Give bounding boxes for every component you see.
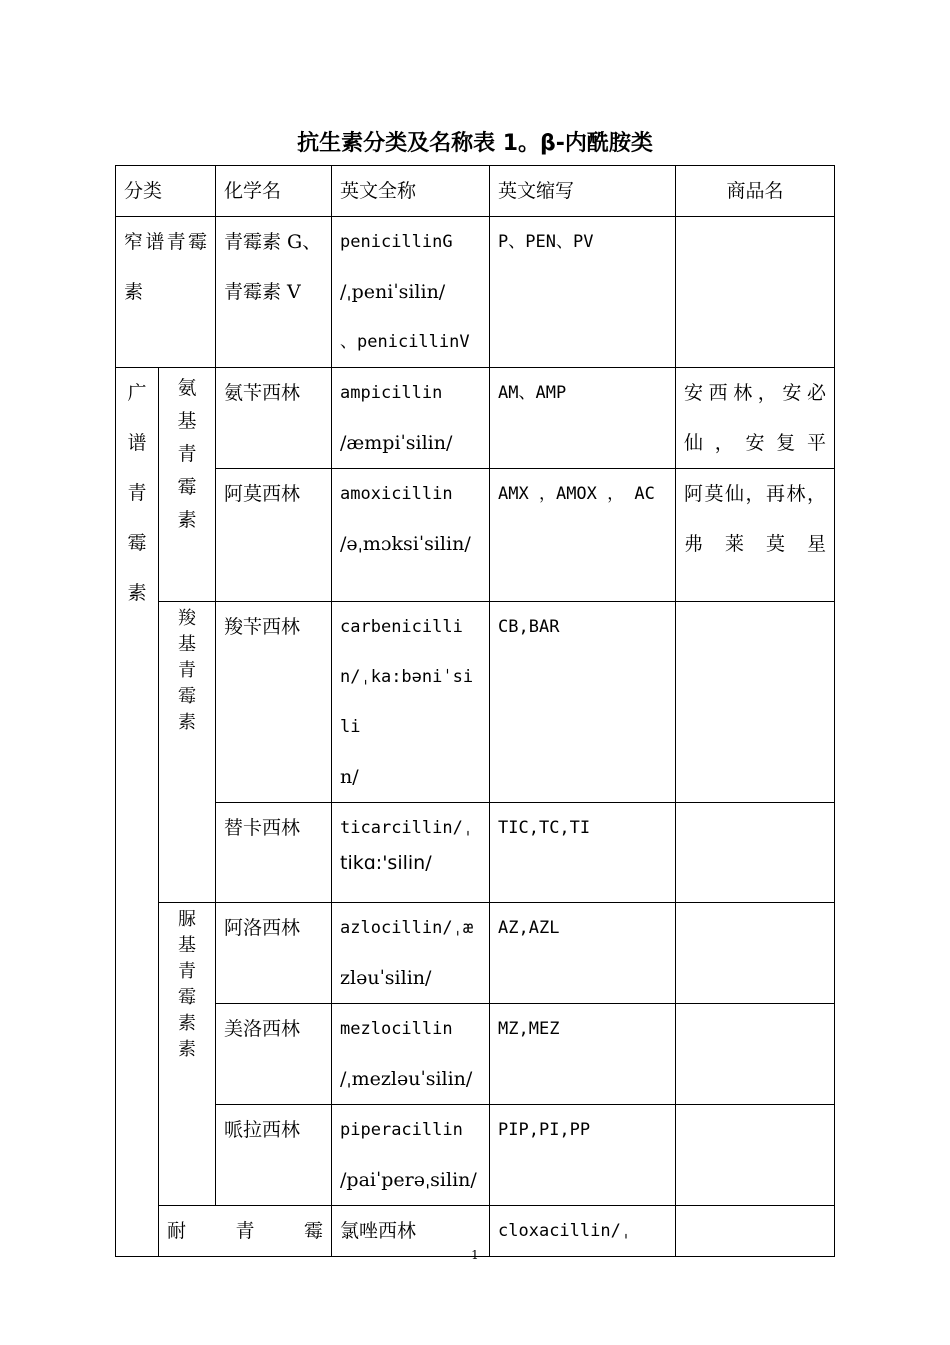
eng-ticarcillin-b: tikɑ:'silin/ [340,852,432,874]
eng-ticarcillin [332,803,490,903]
eng-carbenicillin-b: n/ˌka:bəniˈsili [340,667,474,737]
eng-ticarcillin-a: ticarcillin/ˌ [340,818,474,838]
abbr-ampicillin: AM、AMP [490,368,676,469]
abbr-mezlocillin: MZ,MEZ [490,1004,676,1105]
eng-piperacillin-a: piperacillin [340,1120,463,1140]
abbr-penicillin: P、PEN、PV [490,217,676,368]
brand-ampicillin [676,368,835,469]
subcategory-ureido-text: 脲基青霉素素 [178,909,196,1060]
antibiotic-table [115,165,835,1257]
table-header-row [116,166,835,217]
eng-cloxacillin: cloxacillin/ˌ [490,1206,676,1257]
chem-cloxacillin: 氯唑西林 [332,1206,490,1257]
eng-piperacillin-b: /paiˈperəˌsilin/ [340,1169,477,1191]
eng-carbenicillin-c: n/ [340,766,359,788]
brand-carbenicillin [676,602,835,803]
subcategory-amino [159,368,216,602]
brand-penicillin [676,217,835,368]
category-narrow [116,217,216,368]
page-number: 1 [471,1248,479,1262]
abbr-ticarcillin: TIC,TC,TI [490,803,676,903]
table-row [116,602,835,803]
eng-amoxicillin [332,469,490,602]
eng-penicillin-c: 、penicillinV [340,332,470,352]
abbr-amoxicillin: AMX ，AMOX ， AC [490,469,676,602]
category-broad [116,368,159,1257]
eng-azlocillin-a: azlocillin/ˌæ [340,918,474,938]
category-broad-text: 广谱青霉素 [127,382,147,604]
eng-azlocillin-b: zləuˈsilin/ [340,967,432,989]
chem-penicillin: 青霉素 G、青霉素 V [216,217,332,368]
header-brand: 商品名 [676,166,835,217]
page-title: 抗生素分类及名称表 1。β-内酰胺类 [297,131,653,156]
eng-azlocillin [332,903,490,1004]
chem-ticarcillin: 替卡西林 [216,803,332,903]
abbr-piperacillin: PIP,PI,PP [490,1105,676,1206]
eng-penicillin-a: penicillinG [340,232,453,252]
subcategory-ureido [159,903,216,1206]
chem-ampicillin: 氨苄西林 [216,368,332,469]
subcategory-carboxy-text: 羧基青霉素 [178,608,196,733]
eng-carbenicillin-a: carbenicilli [340,617,463,637]
eng-mezlocillin-a: mezlocillin [340,1019,453,1039]
eng-ampicillin-b: /æmpiˈsilin/ [340,432,453,454]
abbr-carbenicillin: CB,BAR [490,602,676,803]
eng-penicillin-b: /ˌpeniˈsilin/ [340,281,446,303]
brand-ticarcillin [676,803,835,903]
table-row [116,903,835,1004]
chem-carbenicillin: 羧苄西林 [216,602,332,803]
eng-piperacillin [332,1105,490,1206]
brand-amoxicillin-text: 阿莫仙，再林，弗莱莫星 [684,483,827,555]
eng-amoxicillin-a: amoxicillin [340,484,453,504]
eng-carbenicillin [332,602,490,803]
brand-amoxicillin [676,469,835,602]
category-narrow-text: 窄谱青霉素 [124,231,208,303]
table-row [116,1105,835,1206]
eng-amoxicillin-b: /əˌmɔksiˈsilin/ [340,533,471,555]
chem-azlocillin: 阿洛西林 [216,903,332,1004]
chem-piperacillin: 哌拉西林 [216,1105,332,1206]
subcategory-amino-text: 氨基青霉素 [177,377,197,531]
table-row [116,803,835,903]
eng-ampicillin-a: ampicillin [340,383,443,403]
brand-piperacillin [676,1105,835,1206]
header-eng-abbr: 英文缩写 [490,166,676,217]
chem-mezlocillin: 美洛西林 [216,1004,332,1105]
table-row [116,368,835,469]
table-row [116,1004,835,1105]
abbr-azlocillin: AZ,AZL [490,903,676,1004]
eng-ampicillin [332,368,490,469]
eng-penicillin [332,217,490,368]
header-category: 分类 [116,166,216,217]
category-resistant-text: 耐青霉 [167,1220,324,1242]
brand-azlocillin [676,903,835,1004]
brand-mezlocillin [676,1004,835,1105]
brand-ampicillin-text: 安西林，安必仙，安复平 [684,382,827,454]
eng-mezlocillin-b: /ˌmezləuˈsilin/ [340,1068,473,1090]
header-chem-name: 化学名 [216,166,332,217]
chem-amoxicillin: 阿莫西林 [216,469,332,602]
eng-mezlocillin [332,1004,490,1105]
table-row [116,469,835,602]
header-eng-full: 英文全称 [332,166,490,217]
subcategory-carboxy [159,602,216,903]
table-row [116,217,835,368]
